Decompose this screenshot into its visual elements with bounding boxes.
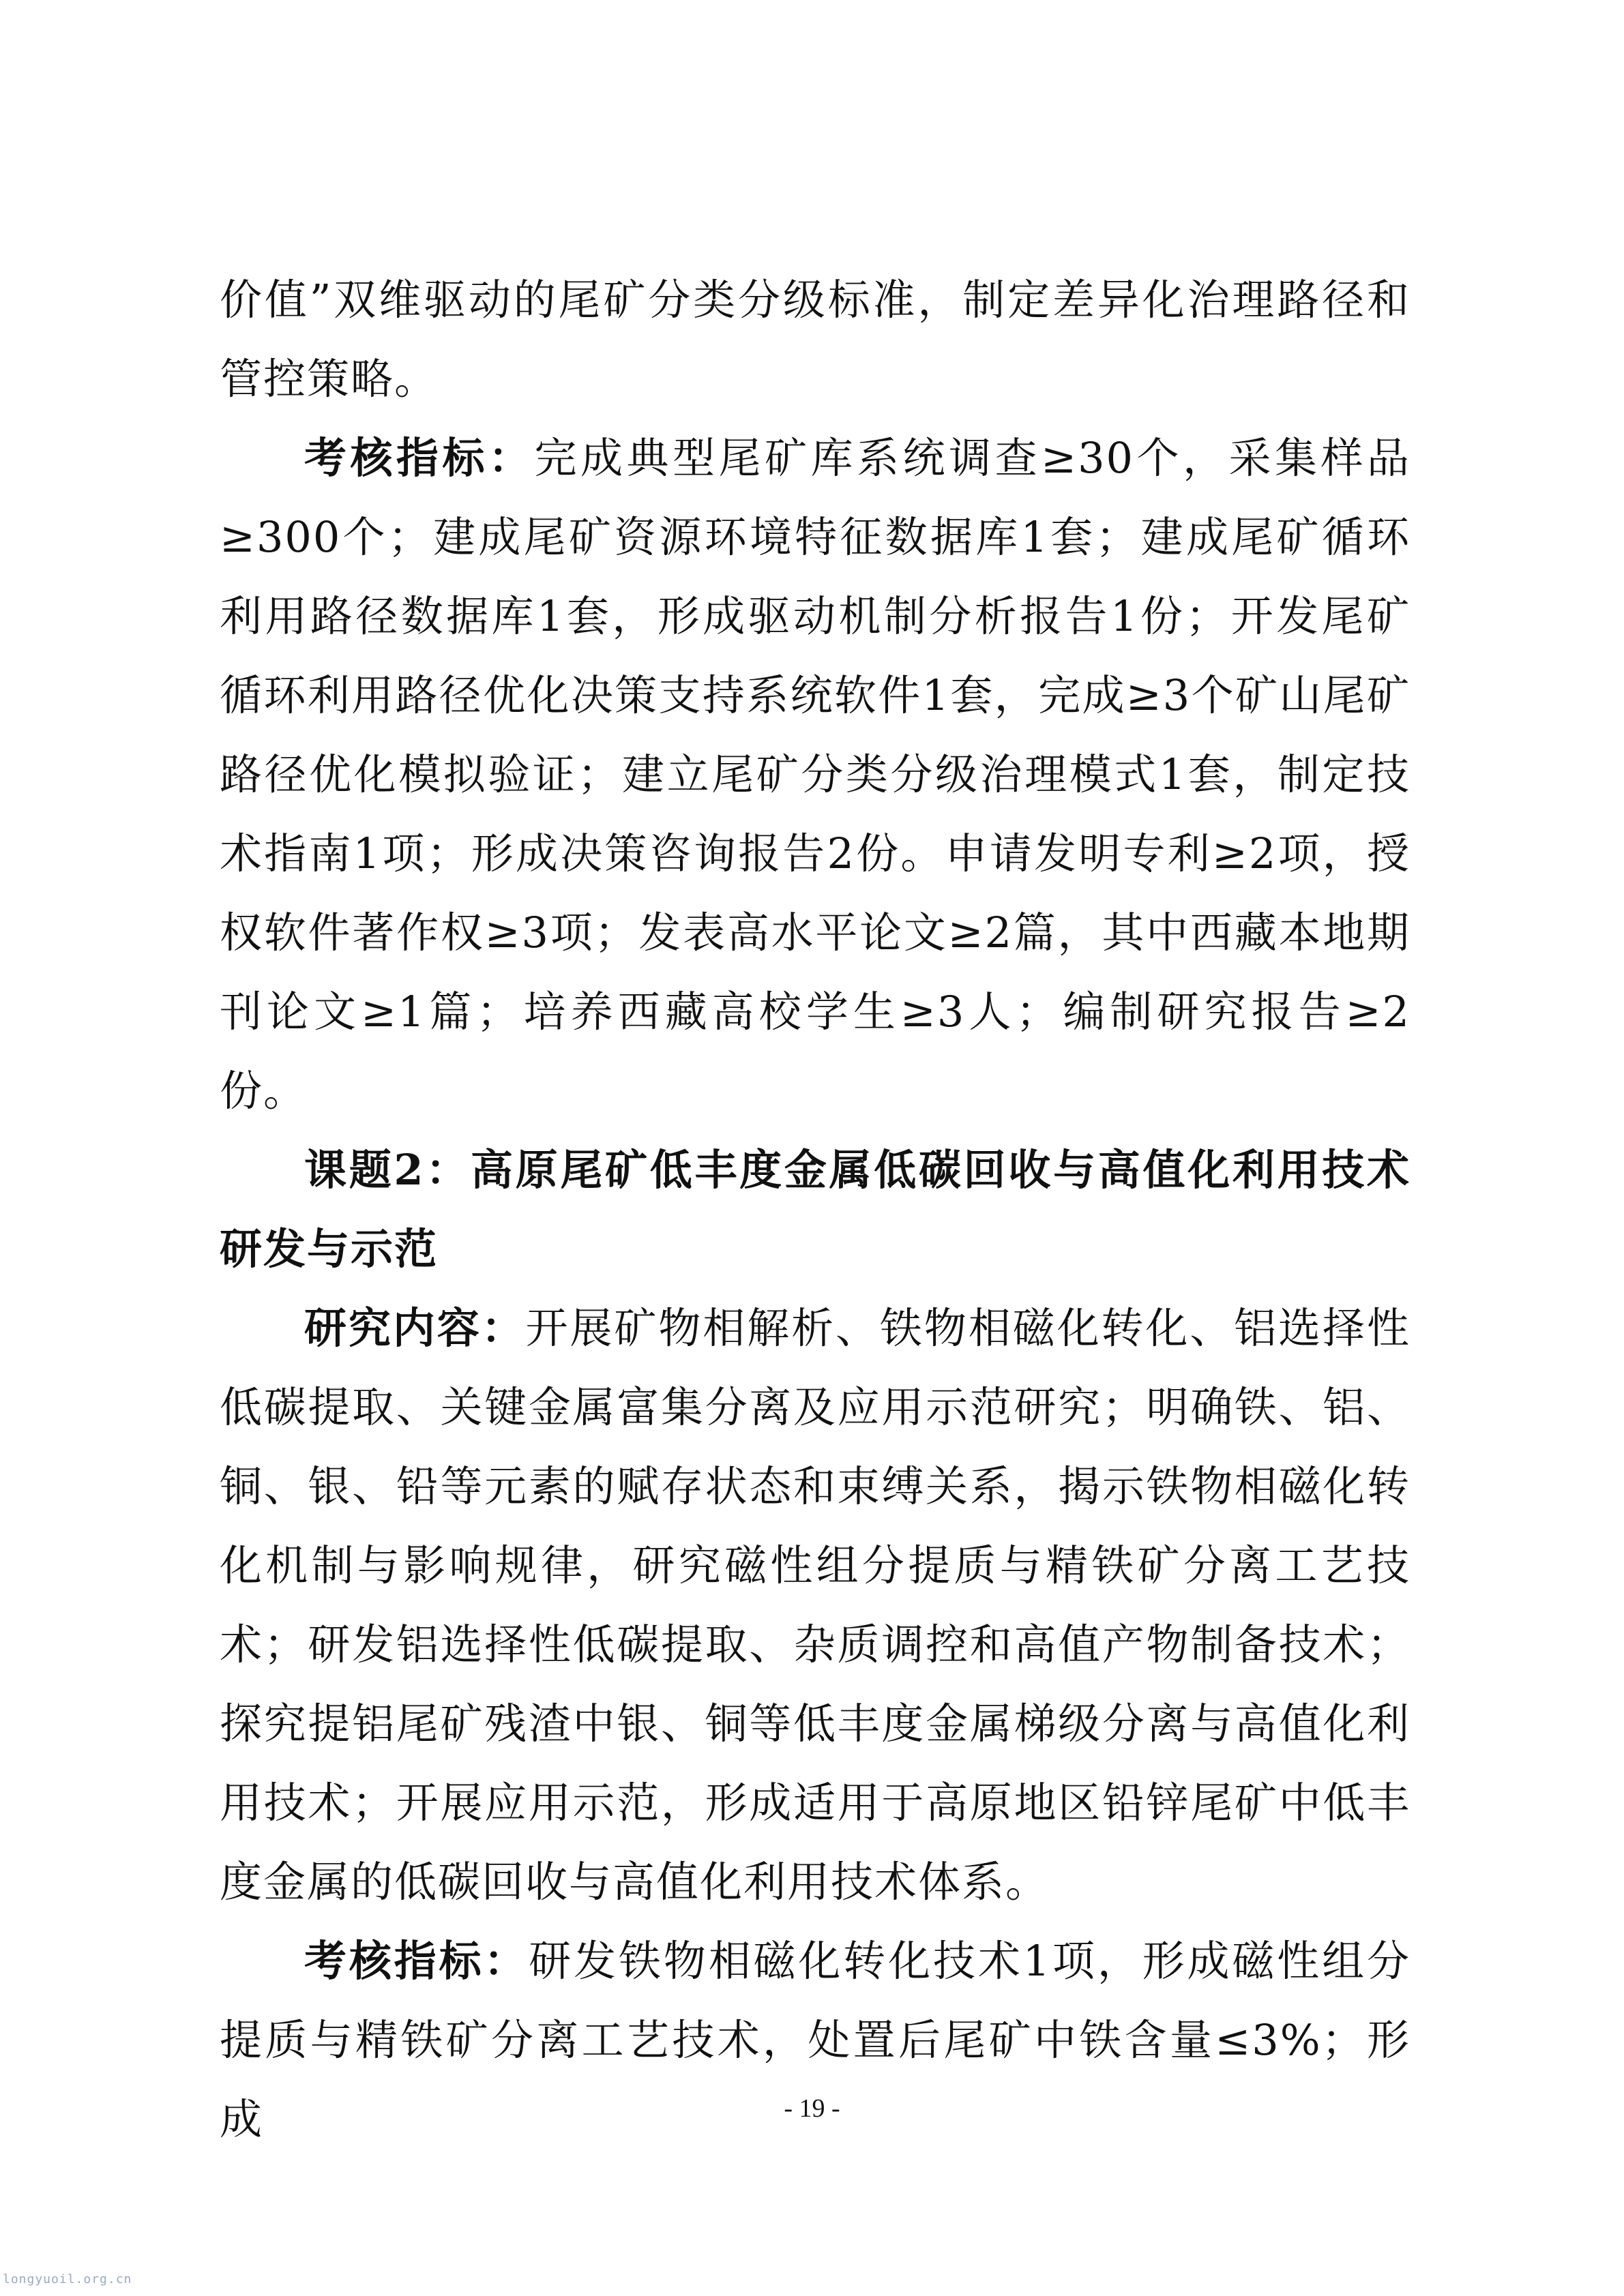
- paragraph-assessment-indicators-1: [220, 419, 1411, 1131]
- page-number: - 19 -: [784, 2094, 840, 2123]
- topic-heading: [220, 1131, 1411, 1289]
- paragraph-lead: 考核指标：: [304, 1936, 529, 1986]
- body-text: [220, 260, 1411, 2159]
- heading-text: 课题2：高原尾矿低丰度金属低碳回收与高值化利用技术研发与示范: [220, 1145, 1411, 1274]
- paragraph-lead: 研究内容：: [304, 1303, 526, 1353]
- paragraph-text: 完成典型尾矿库系统调查≥30个，采集样品≥300个；建成尾矿资源环境特征数据库1套；建成尾矿循环利用路径数据库1套，形成驱动机制分析报告1份；开发尾矿循环利用路径优化决策支持系统软件1套，完成≥3个矿山尾矿路径优化模拟验证；建立尾矿分类分级治理模式1套，制定技术指南1项；形成决策咨询报告2份。申请发明专利≥2项，授权软件著作权≥3项；发表高水平论文≥2篇，其中西藏本地期刊论文≥1篇；培养西藏高校学生≥3人；编制研究报告≥2份。: [220, 433, 1411, 1116]
- paragraph-lead: 考核指标：: [304, 433, 535, 483]
- paragraph-text: 开展矿物相解析、铁物相磁化转化、铝选择性低碳提取、关键金属富集分离及应用示范研究；明确铁、铝、铜、银、铅等元素的赋存状态和束缚关系，揭示铁物相磁化转化机制与影响规律，研究磁性组分提质与精铁矿分离工艺技术；研发铝选择性低碳提取、杂质调控和高值产物制备技术；探究提铝尾矿残渣中银、铜等低丰度金属梯级分离与高值化利用技术；开展应用示范，形成适用于高原地区铅锌尾矿中低丰度金属的低碳回收与高值化利用技术体系。: [220, 1303, 1411, 1907]
- paragraph-text: 研发铁物相磁化转化技术1项，形成磁性组分提质与精铁矿分离工艺技术，处置后尾矿中铁含量≤3%；形成: [220, 1936, 1411, 2144]
- paragraph-text: 价值”双维驱动的尾矿分类分级标准，制定差异化治理路径和管控策略。: [220, 275, 1411, 404]
- paragraph-continuation: [220, 260, 1411, 419]
- watermark-text: longyuoil.org.cn: [3, 2272, 132, 2286]
- paragraph-research-content: [220, 1289, 1411, 1922]
